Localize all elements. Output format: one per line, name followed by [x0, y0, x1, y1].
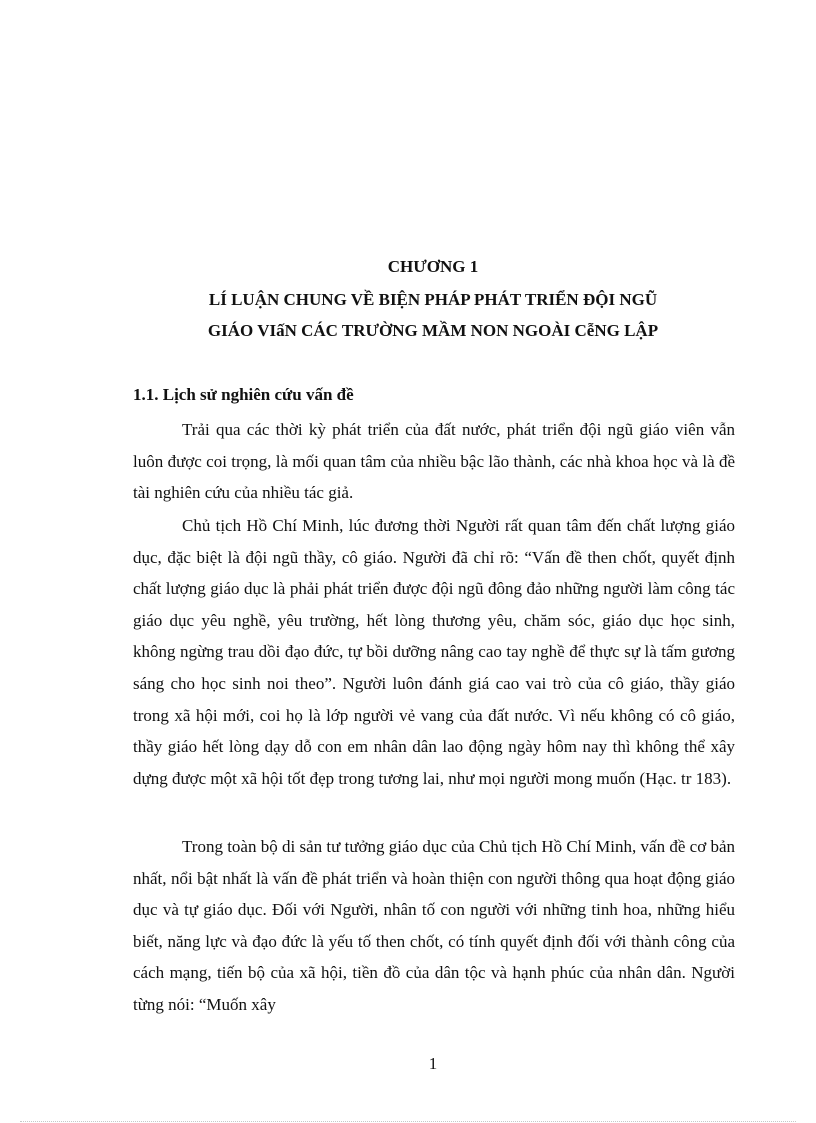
chapter-number: CHƯƠNG 1: [387, 257, 479, 276]
body-paragraph: Trong toàn bộ di sản tư tưởng giáo dục của Chủ tịch Hồ Chí Minh, vấn đề cơ bản nhất, nổi bật nhất là vấn đề phát triển và hoàn thiện con người thông qua hoạt động giáo dục và tự giáo dục. Đối với Người, nhân tố con người với những tinh hoa, những hiểu biết, năng lực và đạo đức là yếu tố then chốt, có tính quyết định đối với thành công của cách mạng, tiến bộ của xã hội, tiền đồ của dân tộc và hạnh phúc của nhân dân. Người từng nói: “Muốn xây: [133, 837, 735, 1014]
body-paragraph: Trải qua các thời kỳ phát triển của đất nước, phát triển đội ngũ giáo viên vẫn luôn được coi trọng, là mối quan tâm của nhiều bậc lão thành, các nhà khoa học và là đề tài nghiên cứu của nhiều tác giả.: [133, 420, 735, 503]
chapter-title-line-1: LÍ LUẬN CHUNG VỀ BIỆN PHÁP PHÁT TRIỂN ĐỘI NGŨ: [208, 290, 658, 309]
chapter-title-line-2: GIÁO VIấN CÁC TRƯỜNG MẦM NON NGOÀI CễNG LẬP: [207, 321, 659, 340]
page-number: 1: [428, 1054, 438, 1073]
page-edge-divider: [20, 1121, 796, 1122]
section-heading: 1.1. Lịch sử nghiên cứu vấn đề: [133, 385, 354, 404]
body-paragraph: Chủ tịch Hồ Chí Minh, lúc đương thời Người rất quan tâm đến chất lượng giáo dục, đặc biệt là đội ngũ thầy, cô giáo. Người đã chỉ rõ: “Vấn đề then chốt, quyết định chất lượng giáo dục là phải phát triển được đội ngũ đông đảo những người làm công tác giáo dục yêu nghề, yêu trường, hết lòng thương yêu, chăm sóc, giáo dục học sinh, không ngừng trau dồi đạo đức, tự bồi dưỡng nâng cao tay nghề để thực sự là tấm gương sáng cho học sinh noi theo”. Người luôn đánh giá cao vai trò của cô giáo, thầy giáo trong xã hội mới, coi họ là lớp người vẻ vang của đất nước. Vì nếu không có cô giáo, thầy giáo hết lòng dạy dỗ con em nhân dân lao động ngày hôm nay thì không thể xây dựng được một xã hội tốt đẹp trong tương lai, như mọi người mong muốn (Hạc. tr 183).: [133, 516, 735, 788]
